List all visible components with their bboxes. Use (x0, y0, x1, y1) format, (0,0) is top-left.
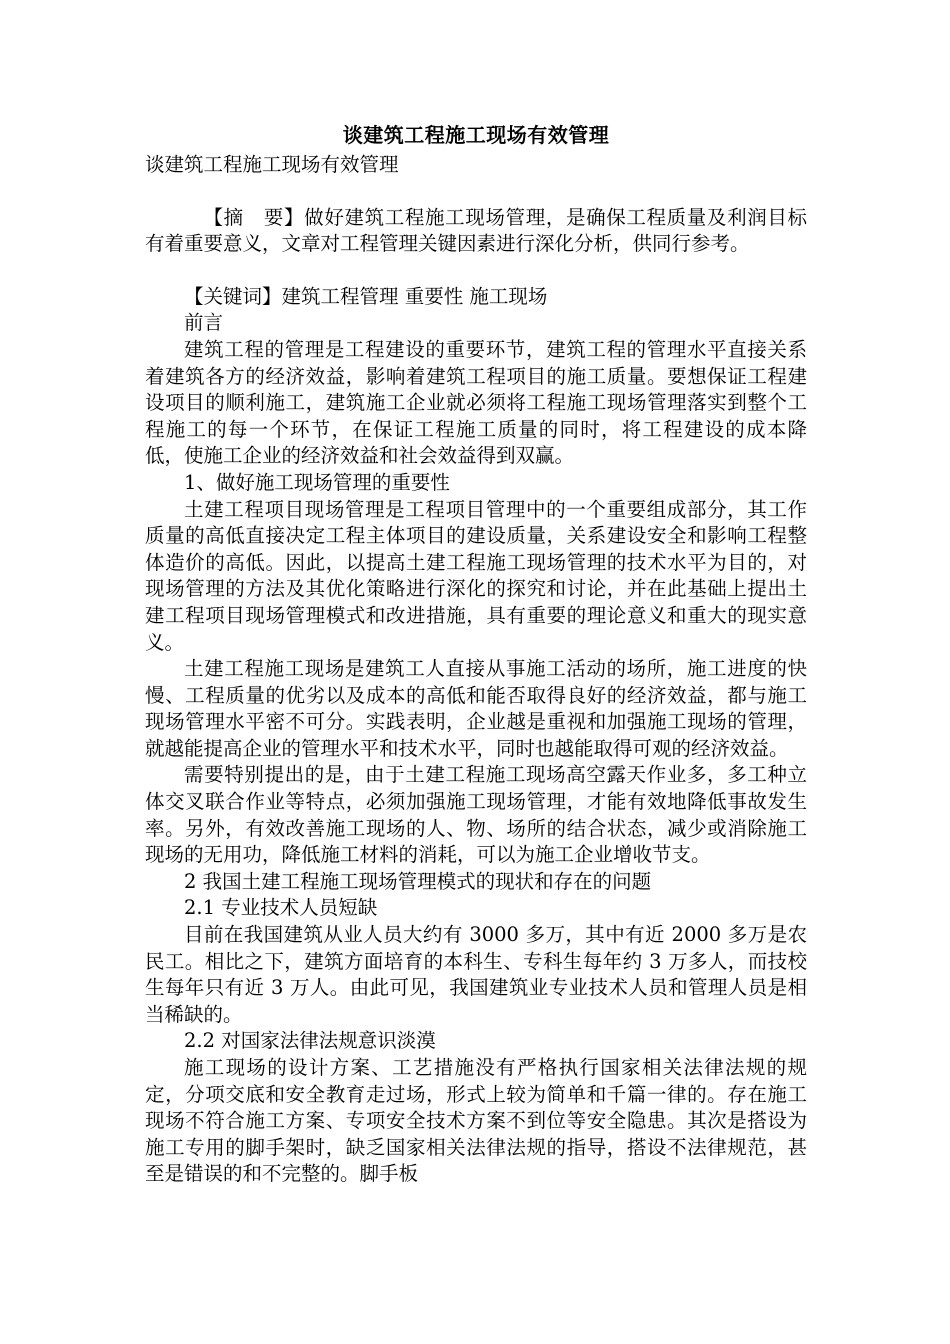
body-paragraph: 土建工程施工现场是建筑工人直接从事施工活动的场所，施工进度的快慢、工程质量的优劣以及成本的高低和能否取得良好的经济效益，都与施工现场管理水平密不可分。实践表明，企业越是重视和加强施工现场的管理，就越能提高企业的管理水平和技术水平，同时也越能取得可观的经济效益。 (145, 657, 807, 760)
document-title: 谈建筑工程施工现场有效管理 (342, 123, 610, 147)
body-paragraph: 需要特别提出的是，由于土建工程施工现场高空露天作业多，多工种立体交叉联合作业等特点，必须加强施工现场管理，才能有效地降低事故发生率。另外，有效改善施工现场的人、物、场所的结合状态，减少或消除施工现场的无用功，降低施工材料的消耗，可以为施工企业增收节支。 (145, 763, 807, 867)
keywords-paragraph: 【关键词】建筑工程管理 重要性 施工现场 (184, 284, 548, 308)
body-paragraph: 土建工程项目现场管理是工程项目管理中的一个重要组成部分，其工作质量的高低直接决定工程主体项目的建设质量，关系建设安全和影响工程整体造价的高低。因此，以提高土建工程施工现场管理的技术水平为目的，对现场管理的方法及其优化策略进行深化的探究和讨论，并在此基础上提出土建工程项目现场管理模式和改进措施，具有重要的理论意义和重大的现实意义。 (145, 497, 807, 654)
document-subtitle: 谈建筑工程施工现场有效管理 (145, 153, 399, 176)
body-paragraph: 施工现场的设计方案、工艺措施没有严格执行国家相关法律法规的规定，分项交底和安全教育走过场，形式上较为简单和千篇一律的。存在施工现场不符合施工方案、专项安全技术方案不到位等安全隐患。其次是搭设为施工专用的脚手架时，缺乏国家相关法律法规的指导，搭设不法律规范，甚至是错误的和不完整的。脚手板 (145, 1056, 807, 1186)
body-paragraph: 目前在我国建筑从业人员大约有 3000 多万，其中有近 2000 多万是农民工。相比之下，建筑方面培育的本科生、专科生每年约 3 万多人，而技校生每年只有近 3 万人。由此可见，我国建筑业专业技术人员和管理人员是相当稀缺的。 (145, 923, 807, 1026)
document-page (145, 118, 807, 1188)
body-paragraph: 建筑工程的管理是工程建设的重要环节，建筑工程的管理水平直接关系着建筑各方的经济效益，影响着建筑工程项目的施工质量。要想保证工程建设项目的顺利施工，建筑施工企业就必须将工程施工现场管理落实到整个工程施工的每一个环节，在保证工程施工质量的同时，将工程建设的成本降低，使施工企业的经济效益和社会效益得到双赢。 (145, 337, 807, 468)
section-heading-2: 2 我国土建工程施工现场管理模式的现状和存在的问题 (184, 869, 652, 893)
section-heading-2-1: 2.1 专业技术人员短缺 (184, 896, 378, 920)
section-heading-2-2: 2.2 对国家法律法规意识淡漠 (184, 1029, 436, 1053)
spacer (145, 179, 807, 205)
abstract-paragraph: 【摘 要】做好建筑工程施工现场管理，是确保工程质量及利润目标有着重要意义，文章对工程管理关键因素进行深化分析，供同行参考。 (145, 205, 807, 256)
section-heading-1: 1、做好施工现场管理的重要性 (184, 470, 450, 494)
spacer (145, 258, 807, 284)
section-heading-preface: 前言 (184, 311, 224, 335)
